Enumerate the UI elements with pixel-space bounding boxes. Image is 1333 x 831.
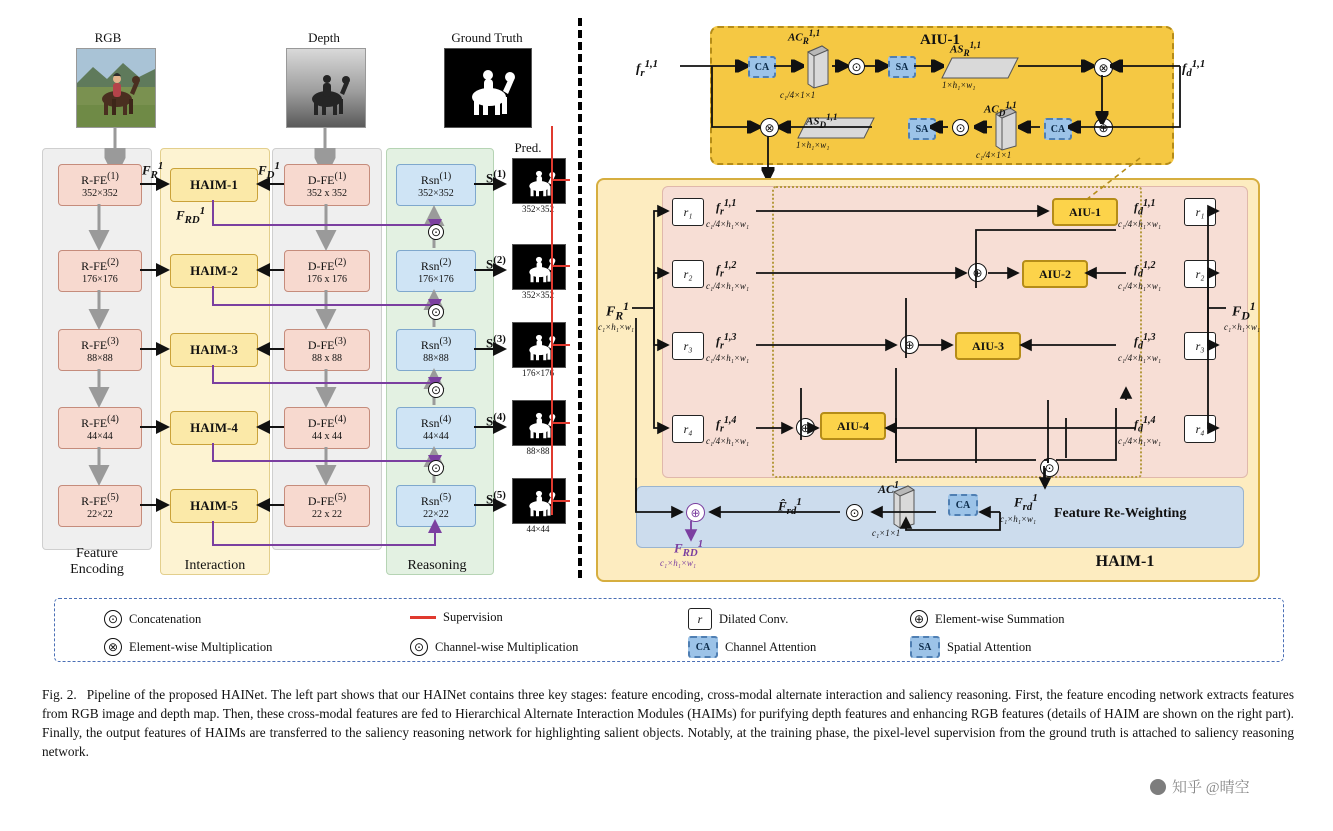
interaction-label: Interaction [184,558,246,573]
dilated-conv-icon: r [688,608,712,630]
legend-channel-multiplication-label: Channel-wise Multiplication [435,639,579,654]
frd1-label: $F_{RD}^1$ [176,205,206,226]
concat-op-1: ⊙ [428,224,444,240]
feature-reweighting-title: Feature Re-Weighting [1054,506,1187,521]
legend-concatenation-label: Concatenation [129,611,202,626]
legend-concatenation [104,610,201,628]
haim1-FRD-dim: c₁×h₁×w₁ [660,558,697,568]
rsn-4-size: 44×44 [423,430,449,442]
haim1-sum-3: ⊕ [900,335,919,354]
s-label-1: $S^{(1)}$ [486,168,506,186]
haim1-fr4-label: $f_r^{1,4}$ [716,415,737,435]
haim1-r1-right[interactable]: r₁ [1184,198,1216,226]
haim-5-label: HAIM-5 [190,498,238,513]
haim1-fd1-label: $f_d^{1,1}$ [1134,198,1156,218]
haim1-Frd-hat-label: $F̂_{rd}^1$ [778,496,802,517]
legend-channel-multiplication [410,638,578,656]
haim1-fd2-label: $f_d^{1,2}$ [1134,260,1156,280]
rsn-1-label: Rsn$^{(1)}$ [420,170,452,187]
haim1-fd1-dim: c₁/4×h₁×w₁ [1118,219,1162,229]
haim1-ca[interactable]: CA [948,494,978,516]
watermark [1150,776,1250,797]
aiu1-asd-label: $AS_D^{1,1}$ [806,112,838,130]
rsn-5-label: Rsn$^{(5)}$ [420,491,452,508]
haim1-ac-label: $AC^1$ [878,480,900,496]
aiu1-channel-mult-top: ⊙ [848,58,865,75]
aiu1-title: AIU-1 [920,32,960,48]
rsn-1-size: 352×352 [418,187,454,199]
figure-caption [42,686,1294,762]
haim-2-label: HAIM-2 [190,263,238,278]
haim1-r4-right[interactable]: r₄ [1184,415,1216,443]
haim1-fr4-dim: c₁/4×h₁×w₁ [706,436,750,446]
rfe-3-label: R-FE$^{(3)}$ [81,335,119,352]
rsn-2-size: 176×176 [418,273,454,285]
caption-text: Pipeline of the proposed HAINet. The left part shows that our HAINet contains three key stages: feature encoding, cross-modal alternate interaction and saliency reasoning. First, the feature encoding network extracts features from RGB image and depth map. Then, these cross-modal features are fed to Hierarchical Alternate Interaction Modules (HAIMs) for purifying depth features and enhancing RGB features (details of HAIM are shown on the right part). Finally, the output features of HAIMs are transferred to the saliency reasoning network for highlighting salient objects. Notably, at the training phase, the pixel-level supervision from the ground truth is attached to saliency reasoning network. [42,687,1294,759]
rsn-5-size: 22×22 [423,508,449,520]
haim1-ac-dim: c₁×1×1 [872,528,901,538]
haim1-fr2-dim: c₁/4×h₁×w₁ [706,281,750,291]
rsn-3-label: Rsn$^{(3)}$ [420,335,452,352]
haim1-r3-left[interactable]: r₃ [672,332,704,360]
section-divider [578,18,582,578]
spatial-attention-icon: SA [910,636,940,658]
haim1-Frd-dim: c₁×h₁×w₁ [1000,514,1037,524]
aiu1-asr-dim: 1×h₁×w₁ [942,80,976,90]
haim1-fr3-label: $f_r^{1,3}$ [716,332,737,352]
rgb-header: RGB [94,30,122,45]
aiu1-asd-dim: 1×h₁×w₁ [796,140,830,150]
legend-spatial-attention-label: Spatial Attention [947,639,1032,654]
pred-size-2: 352×352 [521,290,555,300]
haim1-fr2-label: $f_r^{1,2}$ [716,260,737,280]
rfe-4-size: 44×44 [87,430,113,442]
haim1-fd3-label: $f_d^{1,3}$ [1134,332,1156,352]
haim-4-label: HAIM-4 [190,420,238,435]
haim1-title: HAIM-1 [1095,553,1155,570]
aiu1-acd-label: $AC_D^{1,1}$ [984,100,1017,118]
aiu1-input-right: $f_d^{1,1}$ [1182,58,1206,79]
channel-attention-icon: CA [688,636,718,658]
haim1-aiu-4[interactable]: AIU-4 [820,412,886,440]
aiu1-acr-label: $AC_R^{1,1}$ [788,28,821,46]
dfe-3-label: D-FE$^{(3)}$ [307,335,347,352]
haim1-sum-2: ⊕ [968,263,987,282]
aiu1-ca-bottom[interactable]: CA [1044,118,1072,140]
dfe-5-size: 22 x 22 [312,508,342,520]
haim1-fr3-dim: c₁/4×h₁×w₁ [706,353,750,363]
summation-icon: ⊕ [910,610,928,628]
fd1-label: $F_D^1$ [258,160,280,181]
ground-truth-header: Ground Truth [451,30,523,45]
aiu1-elem-mult-top: ⊗ [1094,58,1113,77]
legend-channel-attention [688,636,816,658]
aiu1-acr-dim: c₁/4×1×1 [780,90,816,100]
aiu1-asr-label: $AS_R^{1,1}$ [950,40,982,58]
dfe-4-label: D-FE$^{(4)}$ [307,413,347,430]
dfe-1-label: D-FE$^{(1)}$ [307,170,347,187]
haim1-r3-right[interactable]: r₃ [1184,332,1216,360]
watermark-logo-icon [1150,779,1166,795]
aiu1-input-left: $f_r^{1,1}$ [636,58,659,79]
legend-summation-label: Element-wise Summation [935,611,1065,626]
rfe-2-label: R-FE$^{(2)}$ [81,256,119,273]
haim1-input-FD: $F_D^1$ [1232,300,1256,323]
concat-op-2: ⊙ [428,304,444,320]
aiu1-sa-top[interactable]: SA [888,56,916,78]
fr1-label: $F_R^1$ [142,160,164,181]
haim1-r2-left[interactable]: r₂ [672,260,704,288]
rsn-2-label: Rsn$^{(2)}$ [420,256,452,273]
rfe-1-size: 352×352 [82,187,118,199]
caption-prefix: Fig. 2. [42,687,77,702]
aiu1-link-line [1000,150,1200,210]
feature-encoding-label-line1: Feature [76,546,118,561]
haim1-fd2-dim: c₁/4×h₁×w₁ [1118,281,1162,291]
rfe-4-label: R-FE$^{(4)}$ [81,413,119,430]
haim1-concat-all: ⊙ [1040,458,1059,477]
haim1-r1-left[interactable]: r₁ [672,198,704,226]
dfe-2-label: D-FE$^{(2)}$ [307,256,347,273]
aiu1-acd-dim: c₁/4×1×1 [976,150,1012,160]
depth-header: Depth [308,30,340,45]
haim1-r2-right[interactable]: r₂ [1184,260,1216,288]
pred-size-4: 88×88 [526,446,550,456]
haim1-Frd-label: $F_{rd}^1$ [1014,492,1038,513]
rfe-3-size: 88×88 [87,352,113,364]
haim1-FRD-label: $F_{RD}^1$ [674,538,704,559]
legend-dilated-conv [688,608,788,630]
haim1-sum-4: ⊕ [796,418,815,437]
legend-supervision-label: Supervision [443,610,503,624]
haim1-aiu-3[interactable]: AIU-3 [955,332,1021,360]
haim-3-label: HAIM-3 [190,342,238,357]
aiu1-elem-mult-bottom: ⊗ [760,118,779,137]
aiu1-channel-mult-bottom: ⊙ [952,119,969,136]
dfe-4-size: 44 x 44 [312,430,342,442]
aiu1-sum: ⊕ [1094,118,1113,137]
supervision-icon [410,616,436,619]
feature-encoding-label-line2: Encoding [70,562,124,577]
haim1-input-FR: $F_R^1$ [606,300,629,323]
haim1-fd4-label: $f_d^{1,4}$ [1134,415,1156,435]
pred-size-1: 352×352 [521,204,555,214]
legend-elem-multiplication [104,638,272,656]
feature-encoding-label [42,546,152,578]
haim1-input-FD-dim: c₁×h₁×w₁ [1224,322,1261,332]
channel-multiplication-icon: ⊙ [410,638,428,656]
rfe-1-label: R-FE$^{(1)}$ [81,170,119,187]
rsn-4-label: Rsn$^{(4)}$ [420,413,452,430]
rfe-5-size: 22×22 [87,508,113,520]
concat-op-4: ⊙ [428,460,444,476]
haim1-input-FR-dim: c₁×h₁×w₁ [598,322,635,332]
multiplication-icon: ⊗ [104,638,122,656]
rfe-5-label: R-FE$^{(5)}$ [81,491,119,508]
haim1-rw-wiring [596,178,1261,578]
dfe-1-size: 352 x 352 [307,187,347,199]
haim1-r4-left[interactable]: r₄ [672,415,704,443]
concat-op-3: ⊙ [428,382,444,398]
s-label-3: $S^{(3)}$ [486,333,506,351]
dfe-2-size: 176 x 176 [307,273,347,285]
haim1-aiu-2[interactable]: AIU-2 [1022,260,1088,288]
dfe-3-size: 88 x 88 [312,352,342,364]
legend-supervision [410,610,503,625]
haim1-sum-out: ⊕ [686,503,705,522]
left-flow-arrows [0,0,600,600]
pred-header: Pred. [514,140,542,155]
aiu1-ca-top[interactable]: CA [748,56,776,78]
s-label-2: $S^{(2)}$ [486,254,506,272]
rsn-3-size: 88×88 [423,352,449,364]
haim1-aiu-1[interactable]: AIU-1 [1052,198,1118,226]
rfe-2-size: 176×176 [82,273,118,285]
reasoning-label: Reasoning [407,558,467,573]
concat-icon: ⊙ [104,610,122,628]
watermark-text: 知乎 @晴空 [1172,780,1250,796]
haim1-fd4-dim: c₁/4×h₁×w₁ [1118,436,1162,446]
legend-summation [910,610,1065,628]
s-label-4: $S^{(4)}$ [486,411,506,429]
haim1-channel-mult: ⊙ [846,504,863,521]
dfe-5-label: D-FE$^{(5)}$ [307,491,347,508]
pred-size-5: 44×44 [526,524,550,534]
s-label-5: $S^{(5)}$ [486,489,506,507]
haim1-fr1-label: $f_r^{1,1}$ [716,198,737,218]
legend-spatial-attention [910,636,1031,658]
legend-elem-multiplication-label: Element-wise Multiplication [129,639,273,654]
haim1-fd3-dim: c₁/4×h₁×w₁ [1118,353,1162,363]
aiu1-sa-bottom[interactable]: SA [908,118,936,140]
legend-dilated-conv-label: Dilated Conv. [719,611,789,626]
legend-channel-attention-label: Channel Attention [725,639,817,654]
haim1-fr1-dim: c₁/4×h₁×w₁ [706,219,750,229]
pred-size-3: 176×176 [521,368,555,378]
haim-1-label: HAIM-1 [190,177,238,192]
